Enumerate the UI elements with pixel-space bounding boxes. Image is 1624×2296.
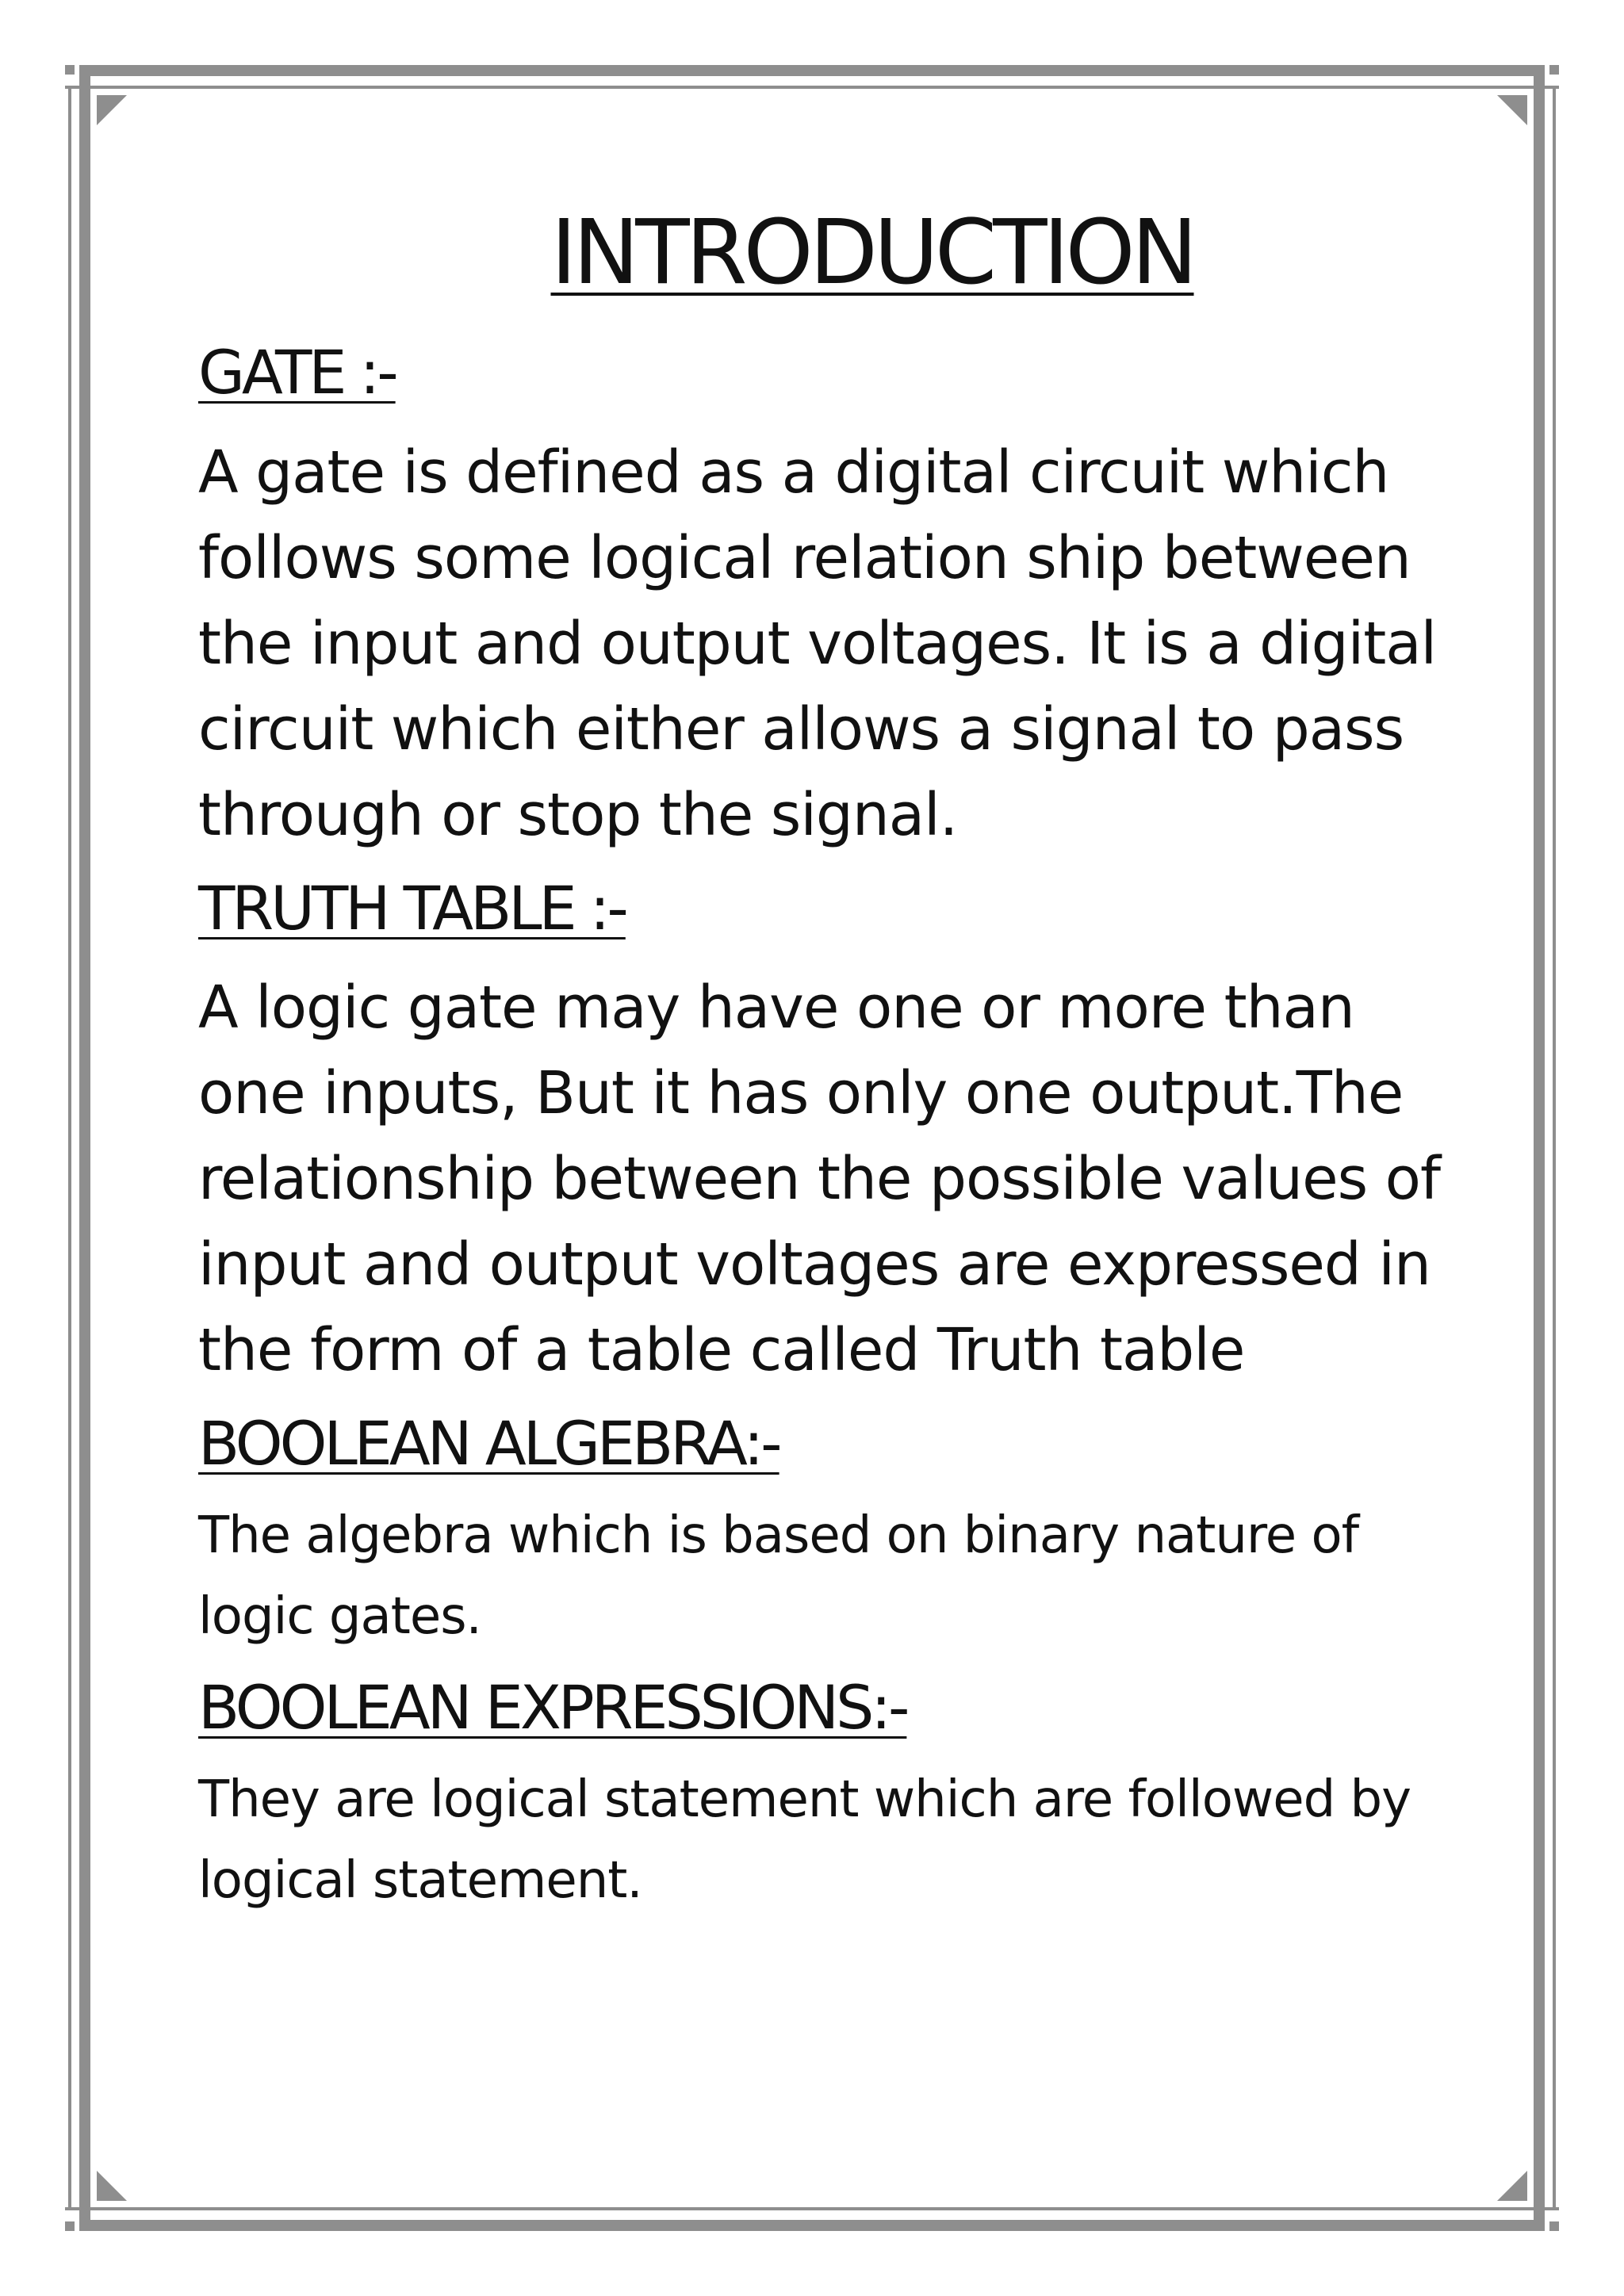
section-body: A gate is defined as a digital circuit which follows some logical relation ship between the input and output voltages. It is a digital circuit which either allows a signal to pass through or stop the signal. (198, 438, 1437, 849)
section-heading: TRUTH TABLE :- (198, 872, 626, 943)
section-gate (198, 336, 1451, 857)
section-body: They are logical statement which are followed by logical statement. (198, 1770, 1411, 1911)
section-heading: GATE :- (198, 337, 396, 408)
section-boolean-expressions (198, 1671, 1451, 1921)
section-heading: BOOLEAN EXPRESSIONS:- (198, 1671, 907, 1743)
section-truth-table (198, 872, 1451, 1393)
page-title: INTRODUCTION (550, 201, 1194, 304)
document-body (198, 200, 1451, 1921)
section-boolean-algebra (198, 1407, 1451, 1657)
section-body: The algebra which is based on binary nature of logic gates. (198, 1506, 1359, 1646)
section-body: A logic gate may have one or more than one inputs, But it has only one output.The relationship between the possible values of input and output voltages are expressed in the form of a table called Truth table (198, 973, 1440, 1384)
section-heading: BOOLEAN ALGEBRA:- (198, 1407, 779, 1479)
